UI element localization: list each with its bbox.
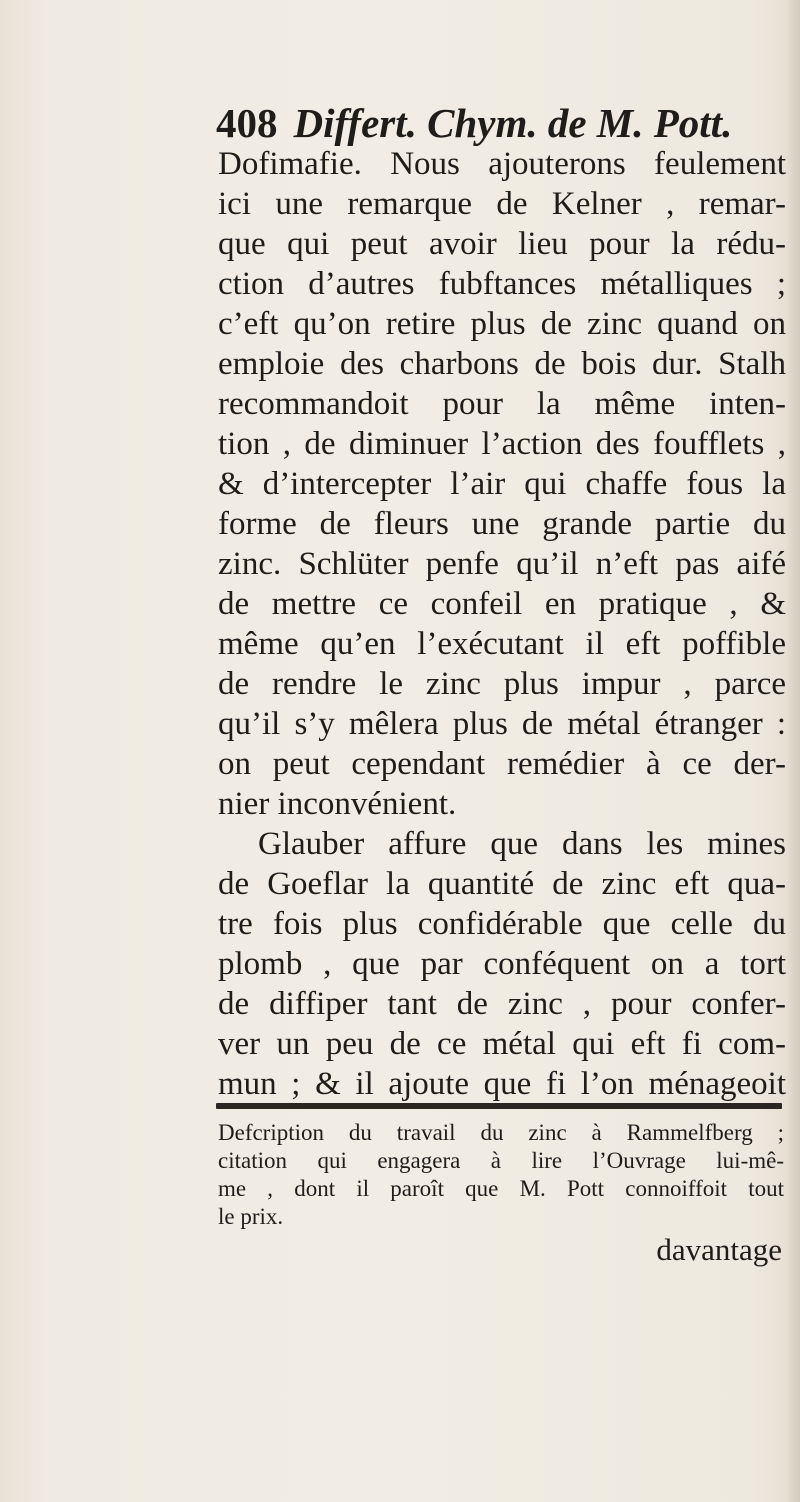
catchword: davantage [656, 1232, 782, 1267]
body-line: ici une remarque de Kelner , remar- [218, 186, 786, 222]
footnote-line: le prix. [218, 1204, 284, 1229]
body-line-paragraph-start: Glauber affure que dans les mines [258, 826, 786, 862]
body-line: Dofimafie. Nous ajouterons feulement [218, 146, 786, 182]
footnote-line: me , dont il paroît que M. Pott connoiffoit tout [218, 1176, 784, 1201]
page-number: 408 [216, 100, 278, 146]
body-line: de Goeflar la quantité de zinc eft qua- [218, 866, 786, 902]
body-line: nier inconvénient. [218, 786, 457, 822]
body-line: mun ; & il ajoute que fi l’on ménageoit [218, 1066, 786, 1102]
body-line: que qui peut avoir lieu pour la rédu- [218, 226, 786, 262]
body-line: emploie des charbons de bois dur. Stalh [218, 346, 786, 382]
body-line: de rendre le zinc plus impur , parce [218, 666, 786, 702]
body-line: recommandoit pour la même inten- [218, 386, 786, 422]
body-line: tion , de diminuer l’action des foufflets , [218, 426, 786, 462]
footnote-line: citation qui engagera à lire l’Ouvrage lui-mê- [218, 1148, 784, 1173]
body-line: même qu’en l’exécutant il eft poffible [218, 626, 786, 662]
footnote-rule [216, 1103, 782, 1109]
body-line: ction d’autres fubftances métalliques ; [218, 266, 786, 302]
body-line: & d’intercepter l’air qui chaffe fous la [218, 466, 786, 502]
body-line: qu’il s’y mêlera plus de métal étranger : [218, 706, 786, 742]
body-line: plomb , que par conféquent on a tort [218, 946, 786, 982]
body-line: de mettre ce confeil en pratique , & [218, 586, 786, 622]
body-line: de diffiper tant de zinc , pour confer- [218, 986, 786, 1022]
body-line: forme de fleurs une grande partie du [218, 506, 786, 542]
body-line: tre fois plus confidérable que celle du [218, 906, 786, 942]
body-line: zinc. Schlüter penfe qu’il n’eft pas aifé [218, 546, 786, 582]
page-edge-shadow [786, 0, 800, 1502]
running-title: Differt. Chym. de M. Pott. [293, 100, 733, 146]
footnote-line: Defcription du travail du zinc à Rammelfberg ; [218, 1120, 784, 1145]
body-line: c’eft qu’on retire plus de zinc quand on [218, 306, 786, 342]
body-line: ver un peu de ce métal qui eft fi com- [218, 1026, 786, 1062]
body-line: on peut cependant remédier à ce der- [218, 746, 786, 782]
